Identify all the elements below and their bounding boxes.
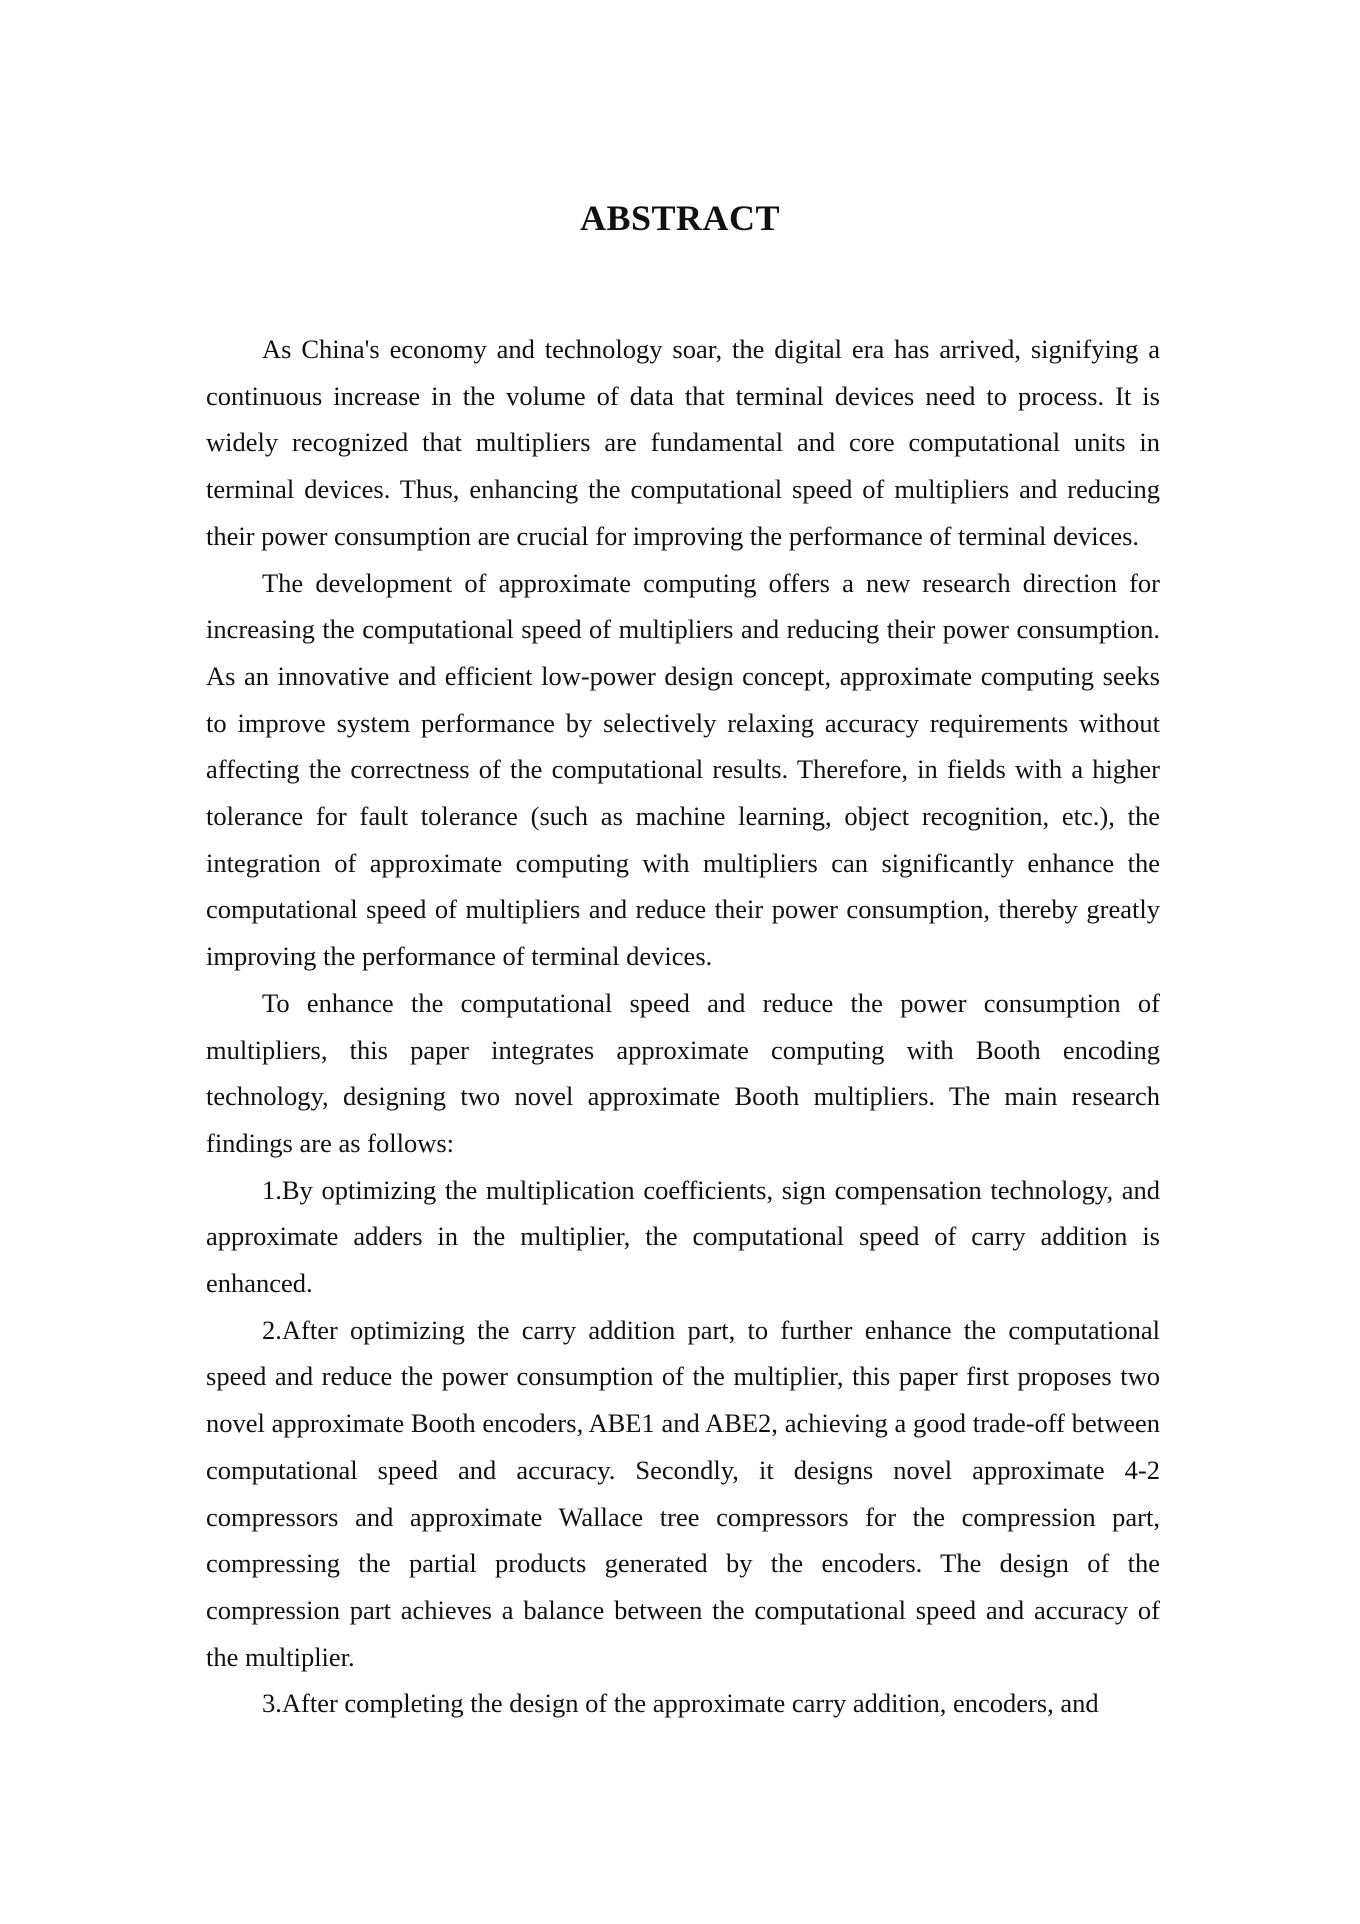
page-title: ABSTRACT — [579, 198, 781, 238]
finding-3: 3.After completing the design of the approximate carry addition, encoders, and — [262, 1688, 1099, 1719]
abstract-body — [206, 326, 1160, 1727]
paragraph-1: As China's economy and technology soar, the digital era has arrived, signifying a continuous increase in the volume of data that terminal devices need to process. It is widely recognized that multipliers are fundamental and core computational units in terminal devices. Thus, enhancing the computational speed of multipliers and reducing their power consumption are crucial for improving the performance of terminal devices. — [206, 334, 1160, 551]
paragraph-3: To enhance the computational speed and reduce the power consumption of multipliers, this paper integrates approximate computing with Booth encoding technology, designing two novel approximate Booth multipliers. The main research findings are as follows: — [206, 987, 1160, 1158]
finding-1: 1.By optimizing the multiplication coefficients, sign compensation technology, and approximate adders in the multiplier, the computational speed of carry addition is enhanced. — [206, 1174, 1160, 1299]
finding-2: 2.After optimizing the carry addition part, to further enhance the computational speed and reduce the power consumption of the multiplier, this paper first proposes two novel approximate Booth encoders, ABE1 and ABE2, achieving a good trade-off between computational speed and accuracy. Secondly, it designs novel approximate 4-2 compressors and approximate Wallace tree compressors for the compression part, compressing the partial products generated by the encoders. The design of the compression part achieves a balance between the computational speed and accuracy of the multiplier. — [206, 1314, 1160, 1672]
paragraph-2: The development of approximate computing offers a new research direction for increasing the computational speed of multipliers and reducing their power consumption. As an innovative and efficient low-power design concept, approximate computing seeks to improve system performance by selectively relaxing accuracy requirements without affecting the correctness of the computational results. Therefore, in fields with a higher tolerance for fault tolerance (such as machine learning, object recognition, etc.), the integration of approximate computing with multipliers can significantly enhance the computational speed of multipliers and reduce their power consumption, thereby greatly improving the performance of terminal devices. — [206, 567, 1160, 972]
